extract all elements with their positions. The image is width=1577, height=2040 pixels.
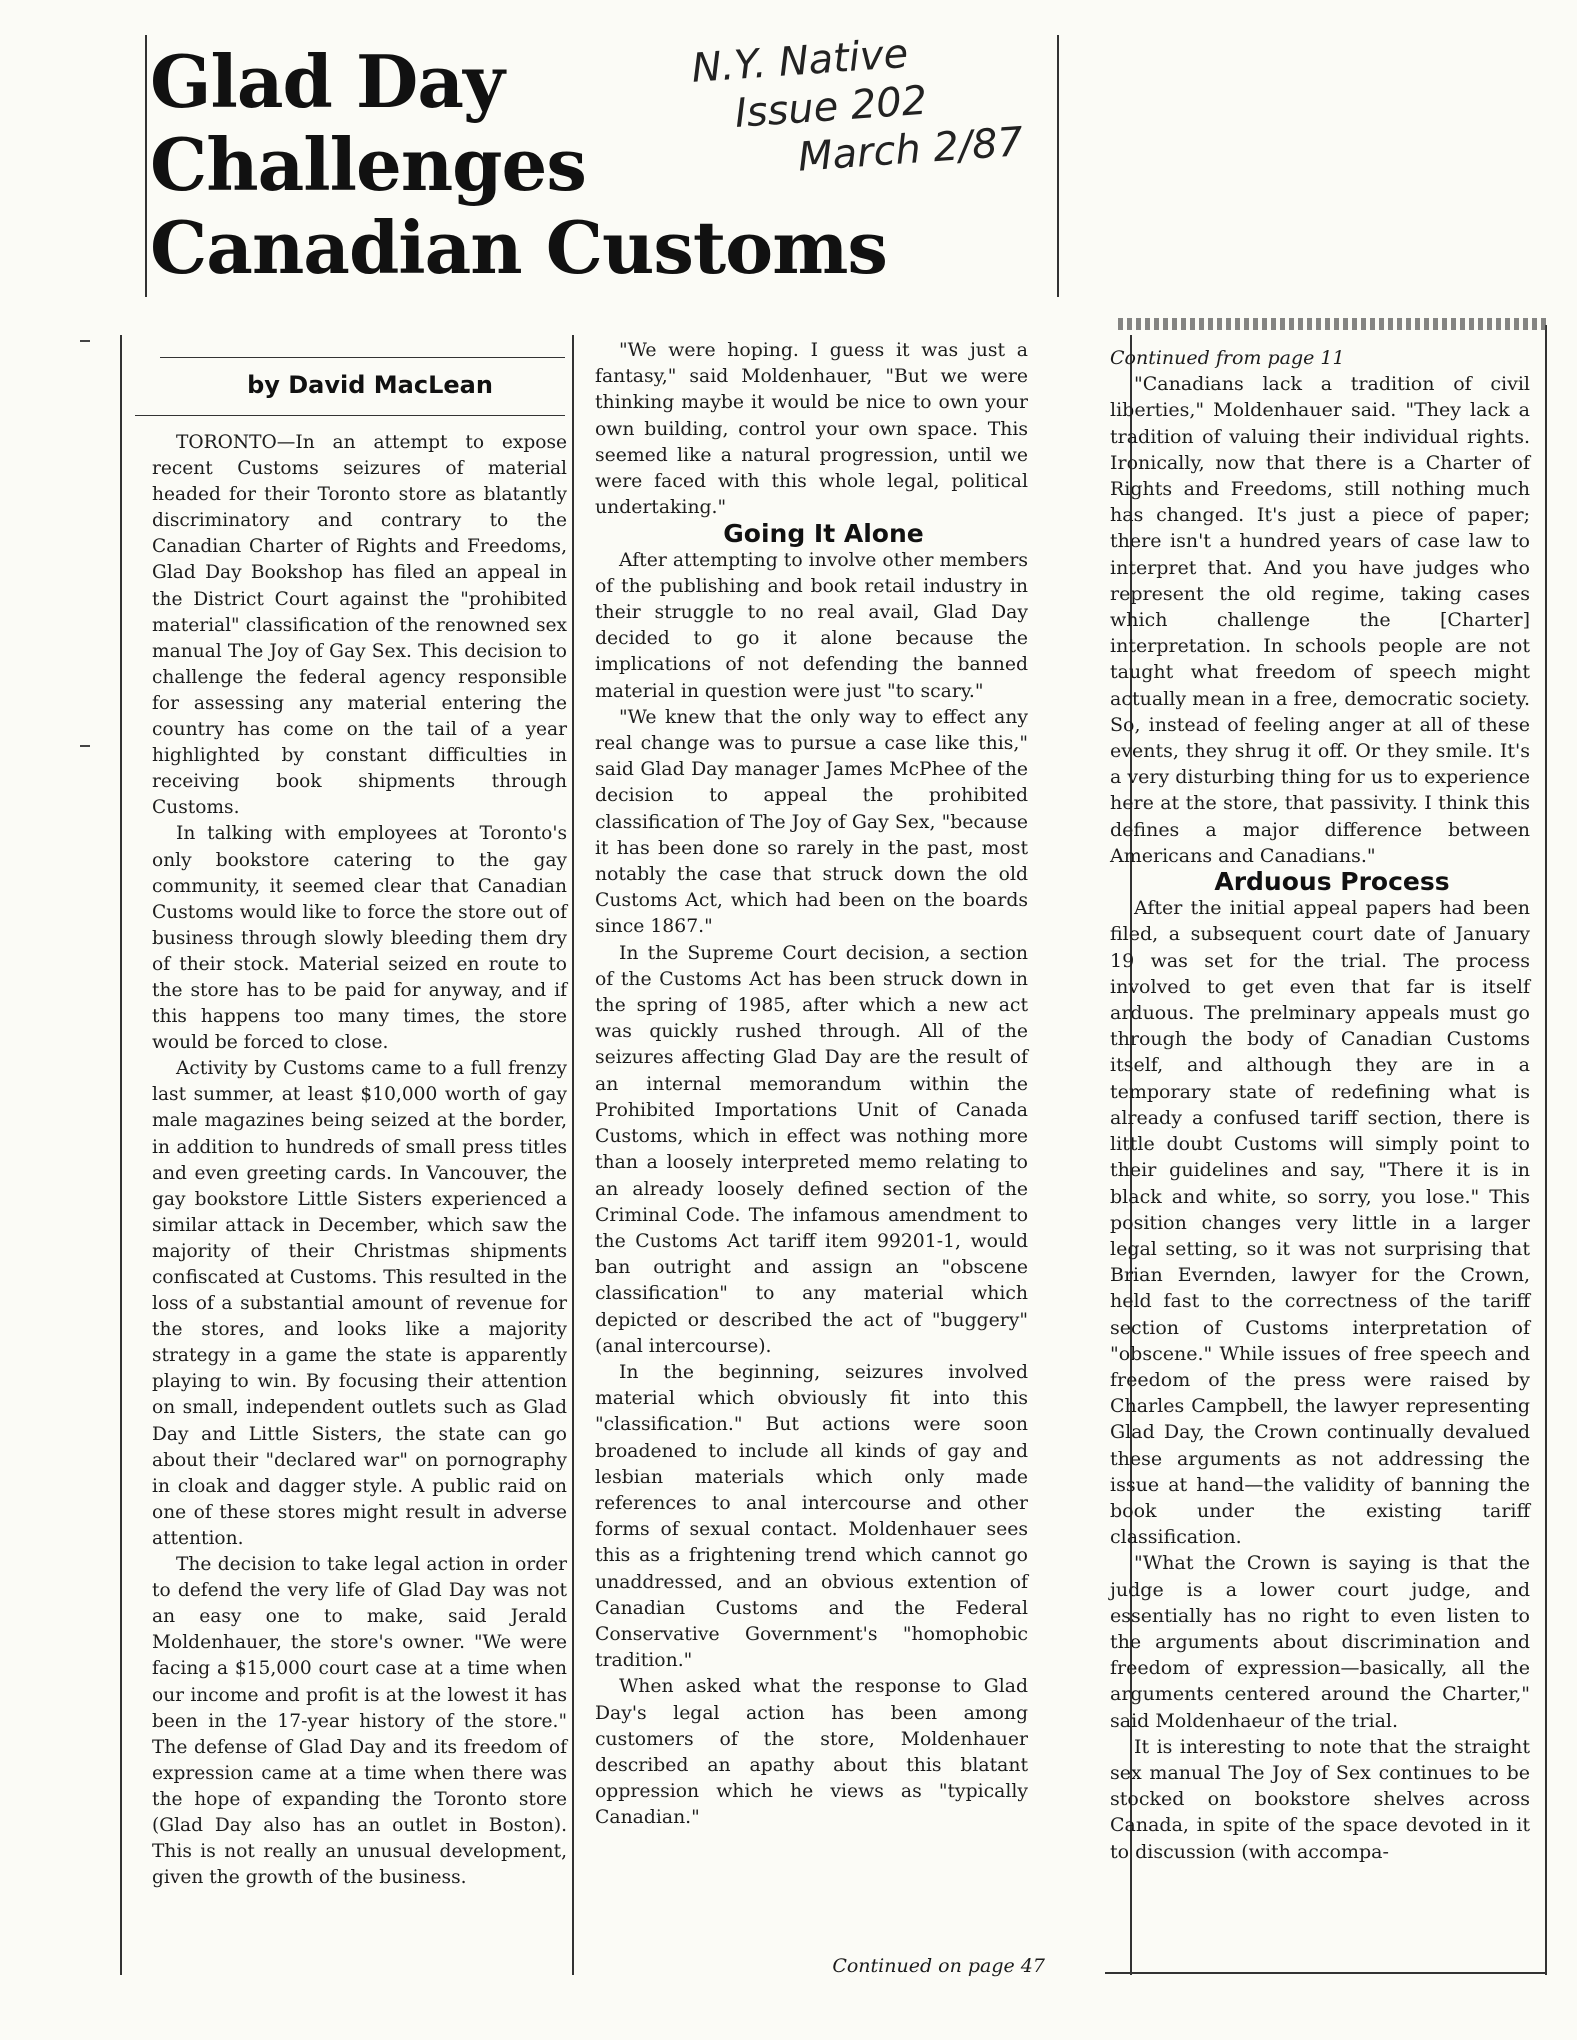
article-column-2 xyxy=(595,338,1028,1832)
article-column-3 xyxy=(1110,345,1530,1865)
byline: by David MacLean xyxy=(247,371,493,399)
paragraph: In the beginning, seizures involved material which obviously fit into this "classification." But actions were soon broadened to include all kinds of gay and lesbian materials which only made references to anal intercourse and other forms of sexual contact. Moldenhauer sees this as a frightening trend which cannot go unaddressed, and an obvious extention of Canadian Customs and the Federal Conservative Government's "homophobic tradition." xyxy=(595,1361,1028,1672)
paragraph: Activity by Customs came to a full frenzy last summer, at least $10,000 worth of gay male magazines being seized at the border, in addition to hundreds of small press titles and even greeting cards. In Vancouver, the gay bookstore Little Sisters experienced a similar attack in December, which saw the majority of their Christmas shipments confiscated at Customs. This resulted in the loss of a substantial amount of revenue for the stores, and looks like a majority strategy in a game the state is apparently playing to win. By focusing their attention on small, independent outlets such as Glad Day and Little Sisters, the state can go about their "declared war" on pornography in cloak and dagger style. A public raid on one of these stores might result in adverse attention. xyxy=(152,1058,567,1549)
section-subhead: Going It Alone xyxy=(723,519,924,549)
column3-bottom-rule xyxy=(1105,1972,1545,1974)
continued-on-page: Continued on page 47 xyxy=(832,1955,1045,1977)
headline-line: Glad Day xyxy=(150,39,504,124)
paragraph: "We knew that the only way to effect any real change was to pursue a case like this," said Glad Day manager James McPhee of the decision to appeal the prohibited classification of The Joy of Gay Sex, "because it has been done so rarely in the past, most notably the case that struck down the old Customs Act, which had been on the boards since 1867." xyxy=(595,706,1028,938)
paragraph: "We were hoping. I guess it was just a fantasy," said Moldenhauer, "But we were thinking maybe it would be nice to own your own building, control your own space. This seemed like a natural progression, until we were faced with this whole legal, political undertaking." xyxy=(595,340,1028,519)
handwritten-line: N.Y. Native xyxy=(690,30,910,92)
paragraph: After the initial appeal papers had been filed, a subsequent court date of January 19 was set for the trial. The process involved to get even that far is itself arduous. The prelminary appeals must go through the body of Canadian Customs itself, and although they are in a temporary state of redefining what is already a confused tariff section, there is little doubt Customs will simply point to their guidelines and say, "There it is in black and white, so sorry, you lose." This position changes very little in a larger legal setting, so it was not surprising that Brian Evernden, lawyer for the Crown, held fast to the correctness of the tariff section of Customs interpretation of "obscene." While issues of free speech and freedom of the press were raised by Charles Campbell, the lawyer representing Glad Day, the Crown continually devalued these arguments as not addressing the issue at hand—the validity of banning the book under the existing tariff classification. xyxy=(1110,897,1530,1549)
headline-line: Canadian Customs xyxy=(150,205,887,290)
byline-rule-top xyxy=(160,357,565,358)
torn-edge-marks xyxy=(1118,318,1548,330)
handwritten-line: Issue 202 xyxy=(733,77,929,137)
paragraph: The decision to take legal action in order to defend the very life of Glad Day was not an easy one to make, said Jerald Moldenhauer, the store's owner. "We were facing a $15,000 court case at a time when our income and profit is at the lowest it has been in the 17-year history of the store." The defense of Glad Day and its freedom of expression came at a time when there was the hope of expanding the Toronto store (Glad Day also has an outlet in Boston). This is not really an unusual development, given the growth of the business. xyxy=(152,1554,567,1889)
continued-from-page: Continued from page 11 xyxy=(1110,347,1345,369)
paragraph: After attempting to involve other members of the publishing and book retail industry in their struggle to no real avail, Glad Day decided to go it alone because the implications of not defending the banned material in question were just "to scary." xyxy=(595,549,1028,702)
column-divider xyxy=(572,335,574,1975)
paragraph: "Canadians lack a tradition of civil liberties," Moldenhauer said. "They lack a tradition of valuing their individual rights. Ironically, now that there is a Charter of Rights and Freedoms, still nothing much has changed. It's just a piece of paper; there isn't a hundred years of case law to interpret that. And you have judges who represent the old regime, taking cases which challenge the [Charter] interpretation. In schools people are not taught what freedom of speech might actually mean in a free, democratic society. So, instead of feeling anger at all of these events, they shrug it off. Or they smile. It's a very disturbing thing for us to experience here at the store, that passivity. I think this defines a major difference between Americans and Canadians." xyxy=(1110,373,1530,867)
section-subhead: Arduous Process xyxy=(1214,867,1450,897)
paragraph: When asked what the response to Glad Day's legal action has been among customers of the store, Moldenhauer described an apathy about this blatant oppression which he views as "typically Canadian." xyxy=(595,1676,1028,1829)
headline-line: Challenges xyxy=(150,122,586,207)
paragraph: In talking with employees at Toronto's only bookstore catering to the gay community, it seemed clear that Canadian Customs would like to force the store out of business through slowly bleeding them dry of their stock. Material seized en route to the store has to be paid for anyway, and if this happens too many times, the store would be forced to close. xyxy=(152,823,567,1054)
handwritten-line: March 2/87 xyxy=(796,119,1025,181)
handwritten-note xyxy=(690,20,1059,189)
paragraph: In the Supreme Court decision, a section of the Customs Act has been struck down in the spring of 1985, after which a new act was quickly rushed through. All of the seizures affecting Glad Day are the result of an internal memorandum within the Prohibited Importations Unit of Canada Customs, which in effect was nothing more than a loosely interpreted memo relating to an already loosely defined section of the Criminal Code. The infamous amendment to the Customs Act tariff item 99201-1, would ban outright and assign an "obscene classification" to any material which depicted or described the act of "buggery" (anal intercourse). xyxy=(595,942,1028,1357)
article-column-1 xyxy=(152,430,567,1891)
margin-mark xyxy=(80,340,90,342)
margin-mark xyxy=(80,745,90,747)
paragraph: "What the Crown is saying is that the judge is a lower court judge, and essentially has no right to even listen to the arguments about discrimination and freedom of expression—basically, all the arguments centered around the Charter," said Moldenhaeur of the trial. xyxy=(1110,1552,1530,1732)
byline-rule-bottom xyxy=(135,415,565,416)
paragraph: It is interesting to note that the straight sex manual The Joy of Sex continues to be stocked on bookstore shelves across Canada, in spite of the space devoted in it to discussion (with accompa- xyxy=(1110,1735,1530,1863)
paragraph: TORONTO—In an attempt to expose recent Customs seizures of material headed for their Toronto store as blatantly discriminatory and contrary to the Canadian Charter of Rights and Freedoms, Glad Day Bookshop has filed an appeal in the District Court against the "prohibited material" classification of the renowned sex manual The Joy of Gay Sex. This decision to challenge the federal agency responsible for assessing any material entering the country has come on the tail of a year highlighted by constant difficulties in receiving book shipments through Customs. xyxy=(152,432,567,819)
